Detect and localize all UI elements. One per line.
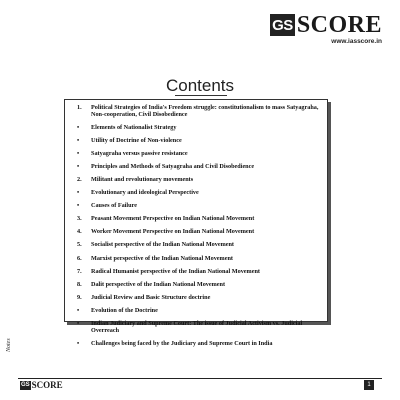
contents-item-text: Socialist perspective of the Indian National Movement xyxy=(91,241,234,249)
contents-item-text: Political Strategies of India's Freedom struggle: constitutionalism to mass Satyagraha, Non-cooperation, Civil Disobedience xyxy=(91,104,319,119)
contents-item-marker: 6. xyxy=(77,254,82,262)
contents-item-text: Evolutionary and ideological Perspective xyxy=(91,189,199,197)
contents-item-marker: • xyxy=(77,123,80,131)
contents-item-text: Dalit perspective of the Indian National Movement xyxy=(91,280,226,288)
contents-item xyxy=(77,281,323,288)
contents-item xyxy=(77,294,323,301)
contents-item xyxy=(77,320,323,334)
contents-item xyxy=(77,163,323,170)
contents-item xyxy=(77,307,323,314)
contents-item-text: Radical Humanist perspective of the Indian National Movement xyxy=(91,267,260,275)
contents-item-marker: • xyxy=(77,149,80,157)
contents-item xyxy=(77,215,323,222)
contents-item-marker: 4. xyxy=(77,228,82,236)
contents-item-text: Evolution of the Doctrine xyxy=(91,306,158,314)
contents-item xyxy=(77,150,323,157)
contents-item xyxy=(77,137,323,144)
contents-item xyxy=(77,202,323,209)
contents-item-text: Challenges being faced by the Judiciary and Supreme Court in India xyxy=(91,339,273,347)
contents-item xyxy=(77,189,323,196)
contents-item-text: Marxist perspective of the Indian National Movement xyxy=(91,254,233,262)
contents-item-marker: 7. xyxy=(77,267,82,275)
contents-item-text: Indian Judiciary and Supreme Court: The issue of Judicial Activism vs. Judicial Overreach xyxy=(91,320,303,335)
contents-item-text: Principles and Methods of Satyagraha and Civil Disobedience xyxy=(91,162,255,170)
contents-item-marker: • xyxy=(77,136,80,144)
contents-item xyxy=(77,104,323,118)
contents-item-text: Elements of Nationalist Strategy xyxy=(91,123,177,131)
contents-item xyxy=(77,255,323,262)
footer-logo-gs-mark: GS xyxy=(21,381,30,388)
contents-item-text: Judicial Review and Basic Structure doctrine xyxy=(91,293,211,301)
page-number: 1 xyxy=(364,380,374,390)
footer-logo xyxy=(20,380,63,390)
contents-item xyxy=(77,340,323,347)
notes-label: Notes xyxy=(6,338,12,352)
contents-item-marker: • xyxy=(77,189,80,197)
contents-item xyxy=(77,124,323,131)
contents-item-marker: • xyxy=(77,202,80,210)
contents-list xyxy=(77,104,323,353)
contents-item-marker: 5. xyxy=(77,241,82,249)
contents-item-text: Utility of Doctrine of Non-violence xyxy=(91,136,182,144)
contents-item-marker: 9. xyxy=(77,293,82,301)
contents-item-marker: • xyxy=(77,162,80,170)
title-underline xyxy=(175,95,227,96)
contents-item-marker: • xyxy=(77,339,80,347)
contents-item-text: Militant and revolutionary movements xyxy=(91,175,194,183)
header-url: www.iasscore.in xyxy=(331,38,382,45)
contents-item-marker: 2. xyxy=(77,175,82,183)
contents-item-text: Peasant Movement Perspective on Indian National Movement xyxy=(91,215,255,223)
contents-item xyxy=(77,268,323,275)
contents-item-marker: • xyxy=(77,306,80,314)
contents-box xyxy=(64,99,328,347)
contents-item-marker: 1. xyxy=(77,104,82,111)
contents-item-text: Worker Movement Perspective on Indian National Movement xyxy=(91,228,255,236)
page-title: Contents xyxy=(165,76,235,95)
logo-score-text: SCORE xyxy=(296,12,382,38)
contents-item-marker: • xyxy=(77,320,80,327)
contents-item-text: Satyagraha versus passive resistance xyxy=(91,149,188,157)
contents-item xyxy=(77,228,323,235)
footer-logo-score-text: SCORE xyxy=(31,380,63,390)
header-logo xyxy=(270,14,382,36)
contents-item-text: Causes of Failure xyxy=(91,202,137,210)
contents-item xyxy=(77,176,323,183)
contents-item-marker: 3. xyxy=(77,215,82,223)
footer-divider xyxy=(18,378,382,379)
contents-item-marker: 8. xyxy=(77,280,82,288)
contents-item xyxy=(77,241,323,248)
logo-gs-mark: GS xyxy=(270,14,295,36)
